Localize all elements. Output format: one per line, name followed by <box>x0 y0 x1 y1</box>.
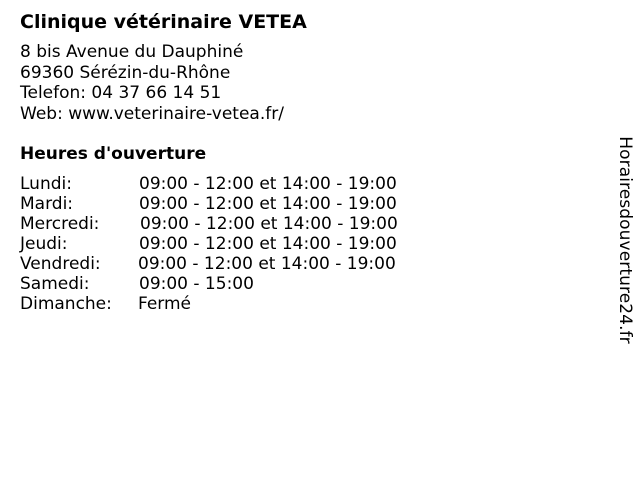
hours-row <box>20 294 440 314</box>
day-label: Vendredi: <box>20 254 101 274</box>
website: Web: www.veterinaire-vetea.fr/ <box>20 103 284 124</box>
day-label: Lundi: <box>20 174 72 194</box>
day-time: 09:00 - 12:00 et 14:00 - 19:00 <box>139 234 397 254</box>
day-label: Mardi: <box>20 194 74 214</box>
address-block <box>20 42 284 124</box>
hours-row <box>20 174 440 194</box>
address-street: 8 bis Avenue du Dauphiné <box>20 42 244 62</box>
day-label: Jeudi: <box>20 234 68 254</box>
day-time: 09:00 - 12:00 et 14:00 - 19:00 <box>139 194 397 214</box>
day-time: 09:00 - 12:00 et 14:00 - 19:00 <box>138 254 396 274</box>
address-city: 69360 Sérézin-du-Rhône <box>20 62 231 83</box>
day-time: 09:00 - 15:00 <box>139 274 254 294</box>
phone-number: Telefon: 04 37 66 14 51 <box>20 83 222 103</box>
day-time: Fermé <box>138 294 192 314</box>
day-label: Samedi: <box>20 274 90 294</box>
day-time: 09:00 - 12:00 et 14:00 - 19:00 <box>140 214 398 234</box>
hours-row <box>20 194 440 214</box>
day-label: Mercredi: <box>20 214 100 234</box>
clinic-name: Clinique vétérinaire VETEA <box>20 11 307 33</box>
watermark-text: Horairesdouverture24.fr <box>615 136 636 344</box>
hours-title: Heures d'ouverture <box>20 144 207 164</box>
hours-row <box>20 274 440 294</box>
hours-row <box>20 214 440 234</box>
hours-row <box>20 254 440 274</box>
hours-row <box>20 234 440 254</box>
hours-table <box>20 174 440 314</box>
day-time: 09:00 - 12:00 et 14:00 - 19:00 <box>139 174 397 194</box>
watermark <box>610 135 640 345</box>
day-label: Dimanche: <box>20 294 112 314</box>
